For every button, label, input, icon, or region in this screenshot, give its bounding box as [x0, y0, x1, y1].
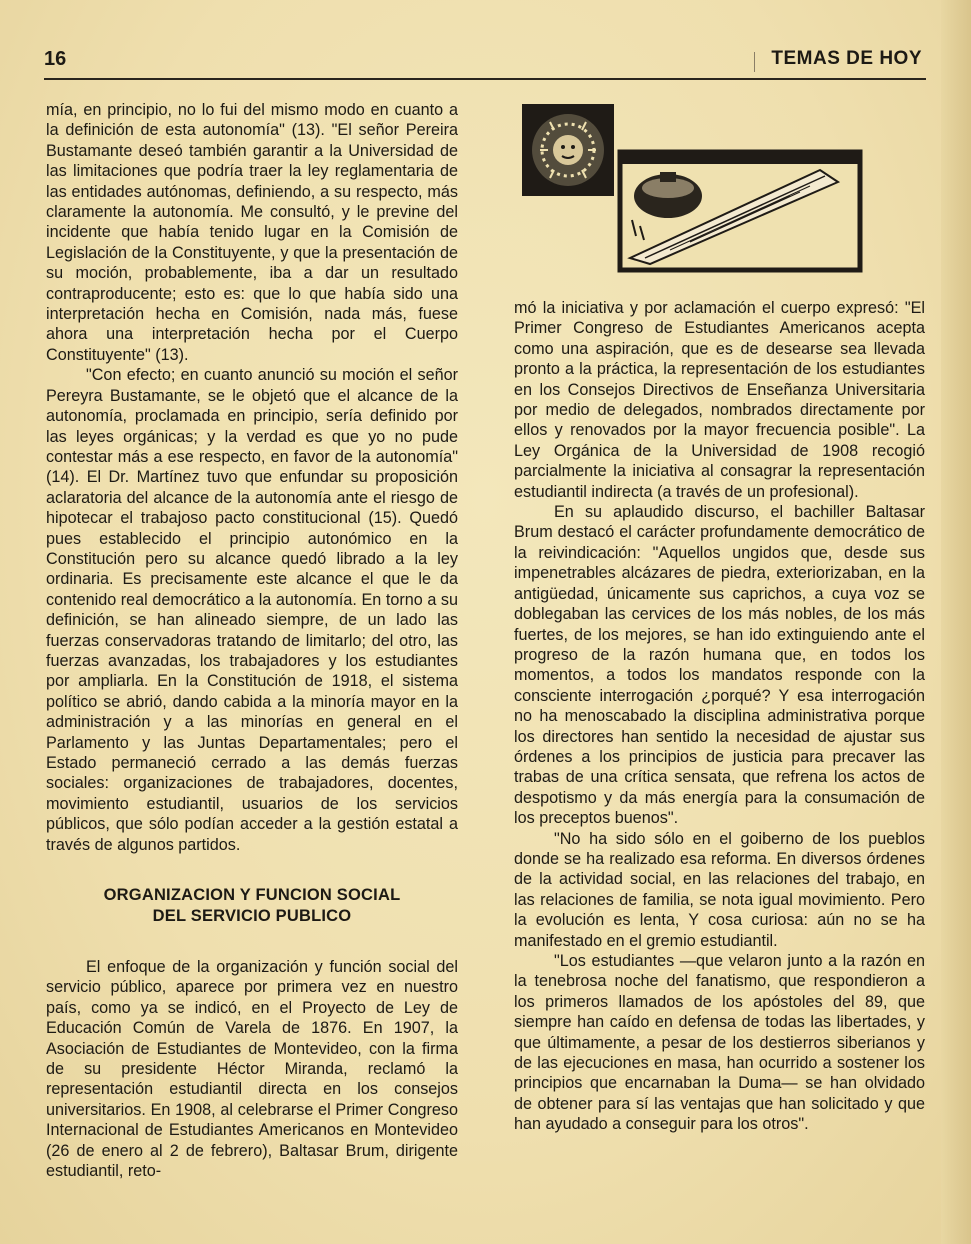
- paragraph: El enfoque de la organización y función social del servicio público, aparece por primera vez en nuestro país, como ya se indicó, en el Proyecto de Ley de Educación Común de Varela de 1876. En 1907, la Asociación de Estudiantes de Montevideo, con la firma de su presidente Héctor Miranda, reclamó la representación estudiantil directa en los consejos universitarios. En 1908, al celebrarse el Primer Congreso Internacional de Estudiantes Americanos en Montevideo (26 de enero al 2 de febrero), Baltasar Brum, dirigente estudiantil, reto-: [46, 958, 458, 1181]
- quill-and-inkwell-illustration: [520, 100, 910, 280]
- running-head: TEMAS DE HOY: [771, 48, 922, 69]
- paragraph: "No ha sido sólo en el goiberno de los pueblos donde se ha realizado esa reforma. En diversos órdenes de la actividad social, en las relaciones del trabajo, en las relaciones de familia, se nota igual movimiento. Pero la evolución es lenta, Y cosa curiosa: aún no se ha manifestado en el gremio estudiantil.: [514, 829, 925, 950]
- header-divider: [754, 52, 755, 72]
- sun-emblem-icon: [522, 104, 614, 196]
- page-header: [44, 46, 926, 80]
- paragraph: En su aplaudido discurso, el bachiller Baltasar Brum destacó el carácter profundamente democrático de la reivindicación: "Aquellos ungidos que, desde sus impenetrables alcázares de piedra, exteriorizaban, en la antigüedad, únicamente sus caprichos, a cuya voz se doblegaban las cervices de los más nobles, de los más fuertes, de los mejores, se han ido extinguiendo ante el progreso de la razón humana que, en todos los momentos, a todos los mandatos responde con la consciente interrogación ¿porqué? Y esa interrogación no ha menoscabado la disciplina administrativa porque los directores han sentido la necesidad de ajustar sus órdenes a los principios de justicia para precaver las trabas de una crítica sensata, que refrena los actos de despotismo y da más energía para la consumación de los preceptos buenos".: [514, 503, 925, 828]
- right-column: [514, 298, 925, 1135]
- page-edge: [941, 0, 971, 1244]
- section-heading-line: ORGANIZACION Y FUNCION SOCIAL: [103, 886, 401, 905]
- left-column: [46, 100, 458, 1182]
- paragraph: mó la iniciativa y por aclamación el cuerpo expresó: "El Primer Congreso de Estudiantes Americanos acepta como una aspiración, que es de desearse sea llevada pronto a la práctica, la representación de los estudiantes en los Consejos Directivos de Enseñanza Universitaria por medio de delegados, nombrados directamente por ellos y renovados por la mayor frecuencia posible". La Ley Orgánica de la Universidad de 1908 recogió parcialmente la iniciativa al consagrar la representación estudiantil indirecta (a través de un profesional).: [514, 299, 925, 501]
- paragraph: "Con efecto; en cuanto anunció su moción el señor Pereyra Bustamante, se le objetó que el alcance de la autonomía, proclamada en principio, sería definido por las leyes orgánicas; y la verdad es que yo no pude contestar más a ese respecto, en favor de la autonomía" (14). El Dr. Martínez tuvo que enfundar su proposición aclaratoria del alcance de la autonomía ante el riesgo de hipotecar el trabajoso pacto constitucional (15). Quedó pues establecido el principio autonómico en la Constitución pero su alcance quedó librado a la ley ordinaria. Es precisamente este alcance el que le da contenido real democrático a la autonomía. En torno a su definición, se han alineado siempre, de un lado las fuerzas conservadoras tratando de limitarlo; del otro, las fuerzas avanzadas, los trabajadores y los estudiantes por ampliarla. En la Constitución de 1918, el sistema político se abrió, dando cabida a la minoría mayor en la administración y a las minorías en general en el Parlamento y las Juntas Departamentales; pero el Estado permaneció cerrado a las demás fuerzas sociales: organizaciones de trabajadores, docentes, movimiento estudiantil, usuarios de los servicios públicos, que sólo podían acceder a la gestión estatal a través de algunos partidos.: [46, 366, 458, 854]
- quill-inkwell-icon: [620, 152, 860, 270]
- page-number: 16: [44, 48, 67, 70]
- paragraph: "Los estudiantes —que velaron junto a la razón en la tenebrosa noche del fanatismo, que respondieron a los primeros llamados de los apóstoles del 89, que siempre han caído en defensa de todas las libertades, y que últimamente, a pesar de los destierros siberianos y de las ejecuciones en masa, han ocurrido a sostener los principios que encarnaban la Duma— se han olvidado de obtener para sí las ventajas que han solicitado y que han ayudado a conseguir para los otros".: [514, 952, 925, 1134]
- section-heading: [46, 885, 458, 927]
- paragraph: mía, en principio, no lo fui del mismo modo en cuanto a la definición de esta autonomía" (13). "El señor Pereira Bustamante deseó también garantir a la Universidad de las limitaciones que podría traer la ley reglamentaria de las entidades autónomas, definiendo, a su respecto, más claramente la autonomía. Me consultó, y le previne del incidente que había tenido lugar en la Comisión de Legislación de la Constituyente, y que la presentación de su moción, probablemente, iba a dar un resultado contraproducente; esto es: que lo que había sido una interpretación hecha en Comisión, nada más, fuese ahora una interpretación hecha por el Cuerpo Constituyente" (13).: [46, 101, 458, 364]
- section-heading-line: DEL SERVICIO PUBLICO: [152, 907, 352, 926]
